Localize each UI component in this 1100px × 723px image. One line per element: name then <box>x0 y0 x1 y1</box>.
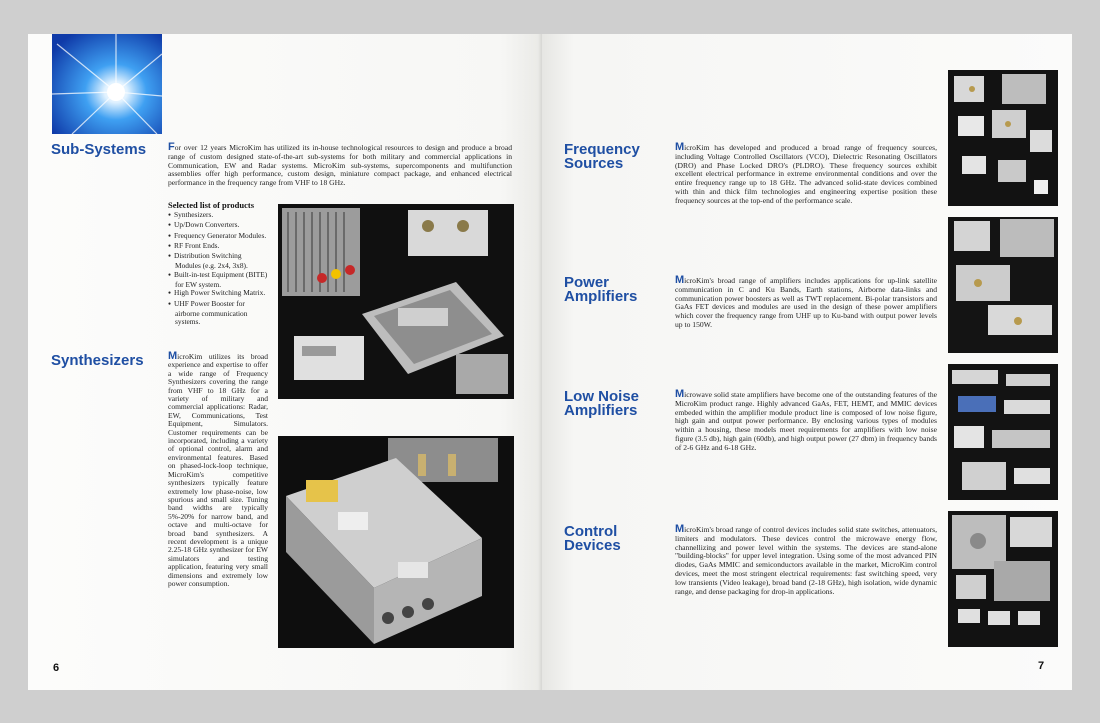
heading-line: Amplifiers <box>564 402 638 419</box>
brochure-spread <box>28 34 1072 690</box>
drop-cap: M <box>675 523 685 535</box>
page-number-left: 6 <box>53 662 60 674</box>
section-text: icroKim has developed and produced a broad range of frequency sources, including Voltage Controlled Oscillators (VCO), Dielectric Resonating Oscillators (DRO) and Phase Locked DRO's (PLDRO). These frequency sources exhibit excellent electrical performance in extreme environmental conditions and over the entire frequency range up to 18 GHz. The advanced solid-state devices combined with thin and thick film technologies and engineering expertise position these frequency sources at the top-end of the performance scale. <box>675 143 937 205</box>
synthesizers-paragraph <box>168 352 268 588</box>
page-number-right: 7 <box>1038 660 1045 672</box>
heading-line: Low Noise <box>564 388 640 405</box>
heading-line: Power <box>564 274 610 291</box>
drop-cap: M <box>675 141 685 153</box>
section-text: icrowave solid state amplifiers have become one of the outstanding features of the MicroKim product range. Highly advanced GaAs, FET, HEMT, and MMIC devices embeded within the amplifier module product line is composed of low noise figure, high gain and output power performance. By enclosing various types of modules within a housing, these models meet requirements for amplifiers with low noise figure (3.5 db), high gain (60db), and high output power (27 dbm) in frequency bands of 2-6 GHz and 6-18 GHz. <box>675 390 937 452</box>
heading-line: Devices <box>564 537 621 554</box>
control-devices-paragraph <box>675 525 937 596</box>
list-item: ● RF Front Ends. <box>168 242 268 252</box>
heading-line: Sources <box>564 155 624 172</box>
list-item: ● Built-in-test Equipment (BITE) for EW system. <box>168 271 268 290</box>
low-noise-amplifiers-photo <box>948 364 1058 500</box>
power-amplifiers-photo <box>948 217 1058 353</box>
power-amplifiers-paragraph <box>675 276 937 330</box>
drop-cap: M <box>675 388 685 400</box>
synthesizers-heading: Synthesizers <box>51 352 144 369</box>
low-noise-amplifiers-paragraph <box>675 390 937 453</box>
drop-cap: F <box>168 141 175 153</box>
power-amplifiers-heading <box>564 276 684 304</box>
heading-line: Amplifiers <box>564 288 638 305</box>
list-item: ● UHF Power Booster for airborne communication systems. <box>168 300 268 327</box>
right-page <box>542 34 1072 690</box>
frequency-sources-photo <box>948 70 1058 206</box>
drop-cap: M <box>675 274 685 286</box>
section-text: icroKim's broad range of control devices includes solid state switches, attenuators, limiters and modulators. These devices control the microwave energy flow, channellizing and power level within the systems. The devices are stand-alone "building-blocks" for upper level integration. Using some of the most advanced PIN diodes, GaAs MMIC and semiconductors available in the market, MicroKim control devices, meet the most stringent electrical requirements: fast switching speed, very low transients (Video leakage), broad band (2-18 GHz), high isolation, wide dynamic range, and dense packaging for drop-in applications. <box>675 525 937 596</box>
drop-cap: M <box>168 350 178 362</box>
control-devices-heading <box>564 525 684 553</box>
list-item: ● Up/Down Converters. <box>168 221 268 231</box>
frequency-sources-heading <box>564 143 684 171</box>
subsystem-photo <box>278 204 514 399</box>
low-noise-amplifiers-heading <box>564 390 684 418</box>
list-item: ● Frequency Generator Modules. <box>168 232 268 242</box>
list-item: ● High Power Switching Matrix. <box>168 289 268 299</box>
list-item: ● Synthesizers. <box>168 211 268 221</box>
subsystems-text: or over 12 years MicroKim has utilized its in-house technological resources to design and produce a broad range of custom designed state-of-the-art sub-systems for both military and commercial applications in Communication, EW and Radar systems. MicroKim sub-systems, supercomponents and multifunction assemblies offer high performance, custom design, miniature compact package, and enhanced electrical performance in the frequency range from VHF to 18 GHz. <box>168 143 512 188</box>
subsystems-paragraph <box>168 143 512 188</box>
subsystems-heading: Sub-Systems <box>51 141 147 158</box>
products-list <box>168 211 268 327</box>
synthesizers-text: icroKim utilizes its broad experience and expertise to offer a wide range of Frequency Synthesizers covering the range from VHF to 18 GHz for a variety of military and commercial applications: Radar, EW, Communications, Test Equipment, Simulators. Customer requirements can be incorporated, including a variety of optional control, alarm and environmental features. Based on phased-lock-loop technique, MicroKim's competitive synthesizers typically feature extremely low phase-noise, low spurious and small size. Tuning band widths are typically 5%-20% for narrow band, and octave and multi-octave for broad band synthesizers. A recent development is a unique 2.25-18 GHz synthesizer for EW simulators and testing application, featuring very small dimensions and extremely low power consumption. <box>168 352 268 588</box>
list-item: ● Distribution Switching Modules (e.g. 2x4, 3x8). <box>168 252 268 271</box>
synthesizer-photo <box>278 436 514 648</box>
starburst-image <box>52 34 162 134</box>
control-devices-photo <box>948 511 1058 647</box>
heading-line: Frequency <box>564 141 640 158</box>
products-list-title: Selected list of products <box>168 200 255 210</box>
left-page <box>28 34 542 690</box>
frequency-sources-paragraph <box>675 143 937 206</box>
heading-line: Control <box>564 523 618 540</box>
section-text: icroKim's broad range of amplifiers includes applications for up-link satellite communication in C and Ku Bands, Earth stations, Airborne data-links and communication power boosters as well as TWT replacement. Bi-polar transistors and GaAs FET devices and modules are used in the design of these power amplifiers which cover the frequency range from UHF up to Ku-band with output power levels up to 150W. <box>675 276 937 329</box>
